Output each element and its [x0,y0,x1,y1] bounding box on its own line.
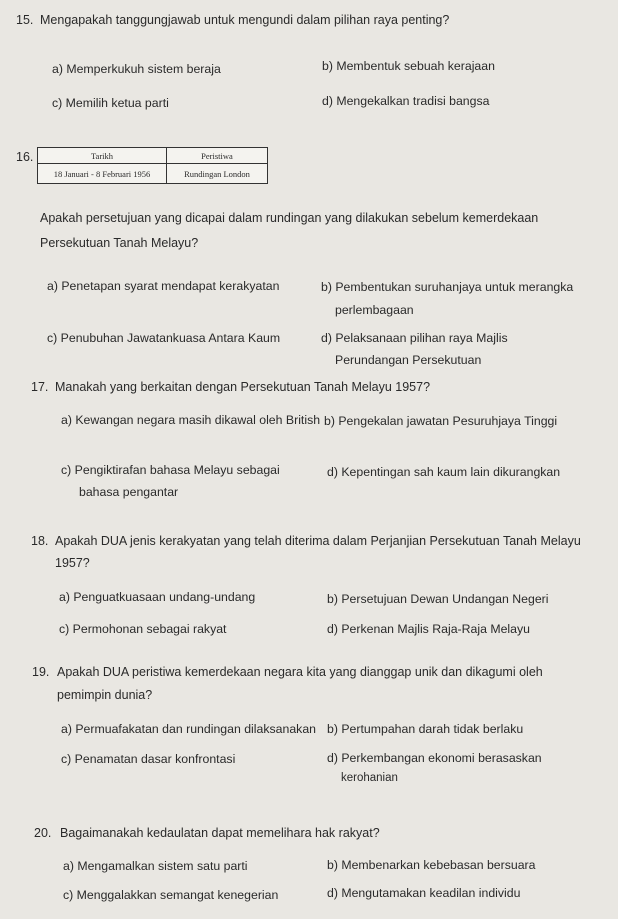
q16-text-line2: Persekutuan Tanah Melayu? [40,236,199,250]
q16-option-d-line1: d) Pelaksanaan pilihan raya Majlis [321,331,508,345]
q19-option-d-line1: d) Perkembangan ekonomi berasaskan [327,751,542,765]
q16-option-d-line2: Perundangan Persekutuan [335,353,482,367]
q16-option-b-line1: b) Pembentukan suruhanjaya untuk merangka [321,280,574,294]
q16-number: 16. [16,150,34,164]
q16-event-table [37,147,268,184]
q16-option-c: c) Penubuhan Jawatankuasa Antara Kaum [47,331,281,345]
q20-option-b: b) Membenarkan kebebasan bersuara [327,858,536,872]
q17-option-d: d) Kepentingan sah kaum lain dikurangkan [327,465,561,479]
q19-option-b: b) Pertumpahan darah tidak berlaku [327,722,524,736]
q19-option-a: a) Permuafakatan dan rundingan dilaksanakan [61,722,316,736]
q18-option-d: d) Perkenan Majlis Raja-Raja Melayu [327,622,530,636]
q19-number: 19. [32,665,50,679]
table-header-date: Tarikh [38,148,167,164]
q16-option-b-line2: perlembagaan [335,303,414,317]
q18-text-line2: 1957? [55,556,90,570]
q17-option-c-line1: c) Pengiktirafan bahasa Melayu sebagai [61,463,280,477]
table-cell-date: 18 Januari - 8 Februari 1956 [38,164,167,184]
q18-option-c: c) Permohonan sebagai rakyat [59,622,227,636]
q17-option-a: a) Kewangan negara masih dikawal oleh British [61,413,321,427]
q17-text: Manakah yang berkaitan dengan Persekutuan Tanah Melayu 1957? [55,380,431,394]
q17-number: 17. [31,380,49,394]
q18-text-line1: Apakah DUA jenis kerakyatan yang telah diterima dalam Perjanjian Persekutuan Tanah Melayu [55,534,581,548]
q18-option-b: b) Persetujuan Dewan Undangan Negeri [327,592,549,606]
q20-text: Bagaimanakah kedaulatan dapat memelihara hak rakyat? [60,826,380,840]
q20-option-a: a) Mengamalkan sistem satu parti [63,859,248,873]
q19-option-c: c) Penamatan dasar konfrontasi [61,752,236,766]
table-cell-event: Rundingan London [167,164,268,184]
q18-option-a: a) Penguatkuasaan undang-undang [59,590,256,604]
q15-option-a: a) Memperkukuh sistem beraja [52,62,221,76]
q19-text-line1: Apakah DUA peristiwa kemerdekaan negara kita yang dianggap unik dan dikagumi oleh [57,665,543,679]
q15-option-b: b) Membentuk sebuah kerajaan [322,59,495,73]
q20-number: 20. [34,826,52,840]
q18-number: 18. [31,534,49,548]
q15-text: Mengapakah tanggungjawab untuk mengundi dalam pilihan raya penting? [40,13,450,27]
q20-option-d: d) Mengutamakan keadilan individu [327,886,521,900]
q16-text-line1: Apakah persetujuan yang dicapai dalam rundingan yang dilakukan sebelum kemerdekaan [40,211,539,225]
q16-option-a: a) Penetapan syarat mendapat kerakyatan [47,279,280,293]
q20-option-c: c) Menggalakkan semangat kenegerian [63,888,279,902]
q15-option-d: d) Mengekalkan tradisi bangsa [322,94,490,108]
q17-option-c-line2: bahasa pengantar [79,485,179,499]
q19-option-d-line2: kerohanian [341,772,398,784]
q19-text-line2: pemimpin dunia? [57,688,153,702]
table-header-event: Peristiwa [167,148,268,164]
q15-option-c: c) Memilih ketua parti [52,96,169,110]
q17-option-b: b) Pengekalan jawatan Pesuruhjaya Tinggi [324,414,558,428]
q15-number: 15. [16,13,34,27]
